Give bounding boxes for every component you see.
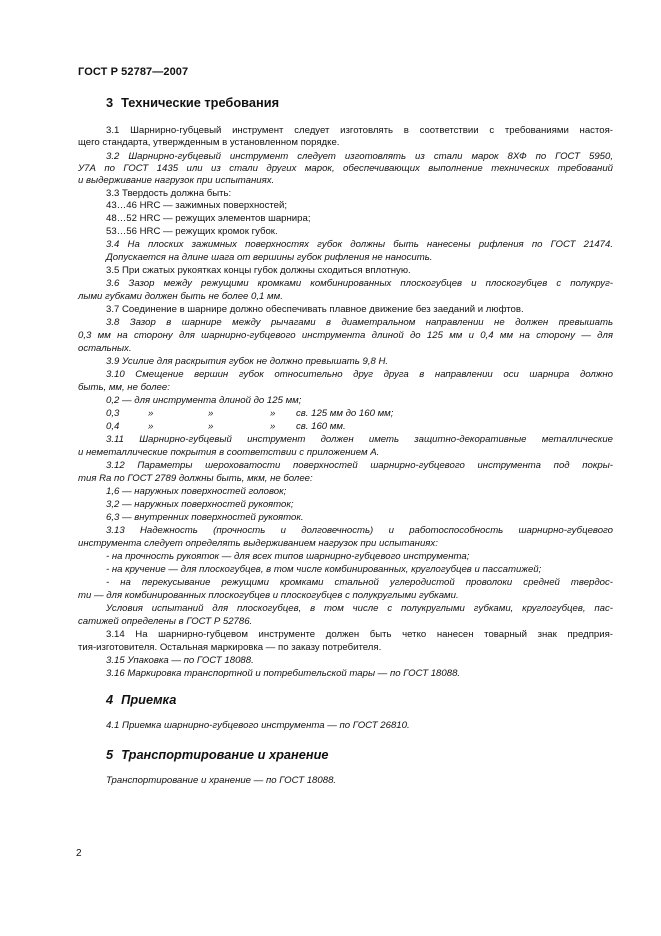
paragraph-line: и неметаллические покрытия в соответствии с приложением А. bbox=[78, 447, 380, 458]
paragraph-line: сатижей определены в ГОСТ Р 52786. bbox=[78, 616, 253, 627]
paragraph-line: 3.11 Шарнирно-губцевый инструмент должен иметь защитно-декоративные металлические bbox=[106, 434, 613, 445]
paragraph-line: инструмента следует определять выдерживанием нагрузок при испытаниях: bbox=[78, 538, 438, 549]
paragraph-line: 3.13 Надежность (прочность и долговечность) и работоспособность шарнирно-губцевого bbox=[106, 525, 613, 536]
list-item: - на перекусывание режущими кромками стальной углеродистой проволоки средней твердос- bbox=[106, 577, 613, 588]
list-item bbox=[106, 408, 393, 420]
paragraph-line: 3.7 Соединение в шарнире должно обеспечивать плавное движение без заеданий и люфтов. bbox=[106, 304, 524, 315]
paragraph-line: быть, мм, не более: bbox=[78, 382, 170, 393]
paragraph-line: 4.1 Приемка шарнирно-губцевого инструмента — по ГОСТ 26810. bbox=[106, 720, 410, 731]
section-4-heading bbox=[106, 692, 176, 707]
section-3-title: Технические требования bbox=[121, 95, 280, 110]
section-5-title: Транспортирование и хранение bbox=[121, 747, 329, 762]
paragraph-line: 3.16 Маркировка транспортной и потребительской тары — по ГОСТ 18088. bbox=[106, 668, 461, 679]
ditto-mark: » bbox=[208, 408, 214, 419]
paragraph-line: тия-изготовителя. Остальная маркировка — по заказу потребителя. bbox=[78, 642, 382, 653]
paragraph-line: Допускается на длине шага от вершины губок рифления не наносить. bbox=[106, 252, 433, 263]
paragraph-line: 0,3 мм на сторону для шарнирно-губцевого инструмента длиной до 125 мм и 0,4 мм на сторону — для bbox=[78, 330, 613, 341]
paragraph-line: ти — для комбинированных плоскогубцев и плоскогубцев с полукруглыми губками. bbox=[78, 590, 459, 601]
list-item: 1,6 — наружных поверхностей головок; bbox=[106, 486, 287, 497]
ditto-mark: » bbox=[270, 408, 276, 419]
paragraph-line: Транспортирование и хранение — по ГОСТ 18088. bbox=[106, 775, 337, 786]
value: 0,3 bbox=[106, 408, 120, 419]
paragraph-line: 3.3 Твердость должна быть: bbox=[106, 188, 232, 199]
paragraph-line: щего стандарта, утвержденным в установленном порядке. bbox=[78, 137, 340, 148]
range-text: св. 160 мм. bbox=[296, 421, 346, 432]
paragraph-line: и выдерживание нагрузок при испытаниях. bbox=[78, 175, 275, 186]
paragraph-line: 3.14 На шарнирно-губцевом инструменте должен быть четко нанесен товарный знак предприя- bbox=[106, 629, 613, 640]
paragraph-line: У7А по ГОСТ 1435 или из стали других марок, обеспечивающих выполнение технических требований bbox=[78, 163, 613, 174]
list-item: 0,2 — для инструмента длиной до 125 мм; bbox=[106, 395, 302, 406]
paragraph-line: 3.2 Шарнирно-губцевый инструмент следует изготовлять из стали марок 8ХФ по ГОСТ 5950, bbox=[106, 151, 613, 162]
paragraph-line: 3.10 Смещение вершин губок относительно друг друга в направлении оси шарнира должно bbox=[106, 369, 613, 380]
ditto-mark: » bbox=[270, 421, 276, 432]
list-item: - на кручение — для плоскогубцев, в том числе комбинированных, круглогубцев и пассатижей; bbox=[106, 564, 542, 575]
range-text: св. 125 мм до 160 мм; bbox=[296, 408, 394, 419]
paragraph-line: Условия испытаний для плоскогубцев, в том числе с полукруглыми губками, круглогубцев, пас- bbox=[106, 603, 613, 614]
paragraph-line: 3.5 При сжатых рукоятках концы губок должны сходиться вплотную. bbox=[106, 265, 411, 276]
list-item: 53…56 HRC — режущих кромок губок. bbox=[106, 226, 278, 237]
paragraph-line: 3.8 Зазор в шарнире между рычагами в диаметральном направлении не должен превышать bbox=[106, 317, 613, 328]
ditto-mark: » bbox=[208, 421, 214, 432]
paragraph-line: 3.6 Зазор между режущими кромками комбинированных плоскогубцев и плоскогубцев с полукруг- bbox=[106, 278, 613, 289]
paragraph-line: 3.15 Упаковка — по ГОСТ 18088. bbox=[106, 655, 254, 666]
page-number: 2 bbox=[76, 848, 82, 859]
paragraph-line: 3.12 Параметры шероховатости поверхностей шарнирно-губцевого инструмента под покры- bbox=[106, 460, 613, 471]
paragraph-line: 3.9 Усилие для раскрытия губок не должно превышать 9,8 Н. bbox=[106, 356, 389, 367]
list-item bbox=[106, 421, 346, 433]
document-code: ГОСТ Р 52787—2007 bbox=[78, 66, 189, 78]
list-item: 3,2 — наружных поверхностей рукояток; bbox=[106, 499, 294, 510]
section-3-number: 3 bbox=[106, 95, 114, 110]
list-item: 48…52 HRC — режущих элементов шарнира; bbox=[106, 213, 311, 224]
list-item: 6,3 — внутренних поверхностей рукояток. bbox=[106, 512, 304, 523]
ditto-mark: » bbox=[148, 421, 154, 432]
section-4-title: Приемка bbox=[121, 692, 177, 707]
paragraph-line: остальных. bbox=[78, 343, 132, 354]
section-5-heading bbox=[106, 747, 329, 762]
section-5-number: 5 bbox=[106, 747, 114, 762]
paragraph-line: 3.4 На плоских зажимных поверхностях губок должны быть нанесены рифления по ГОСТ 21474. bbox=[106, 239, 613, 250]
list-item: - на прочность рукояток — для всех типов шарнирно-губцевого инструмента; bbox=[106, 551, 470, 562]
section-3-heading bbox=[106, 95, 279, 110]
paragraph-line: 3.1 Шарнирно-губцевый инструмент следует изготовлять в соответствии с требованиями настоя- bbox=[106, 125, 613, 136]
ditto-mark: » bbox=[148, 408, 154, 419]
paragraph-line: лыми губками должен быть не более 0,1 мм. bbox=[78, 291, 283, 302]
section-4-number: 4 bbox=[106, 692, 114, 707]
list-item: 43…46 HRC — зажимных поверхностей; bbox=[106, 200, 288, 211]
paragraph-line: тия Ra по ГОСТ 2789 должны быть, мкм, не более: bbox=[78, 473, 313, 484]
value: 0,4 bbox=[106, 421, 120, 432]
